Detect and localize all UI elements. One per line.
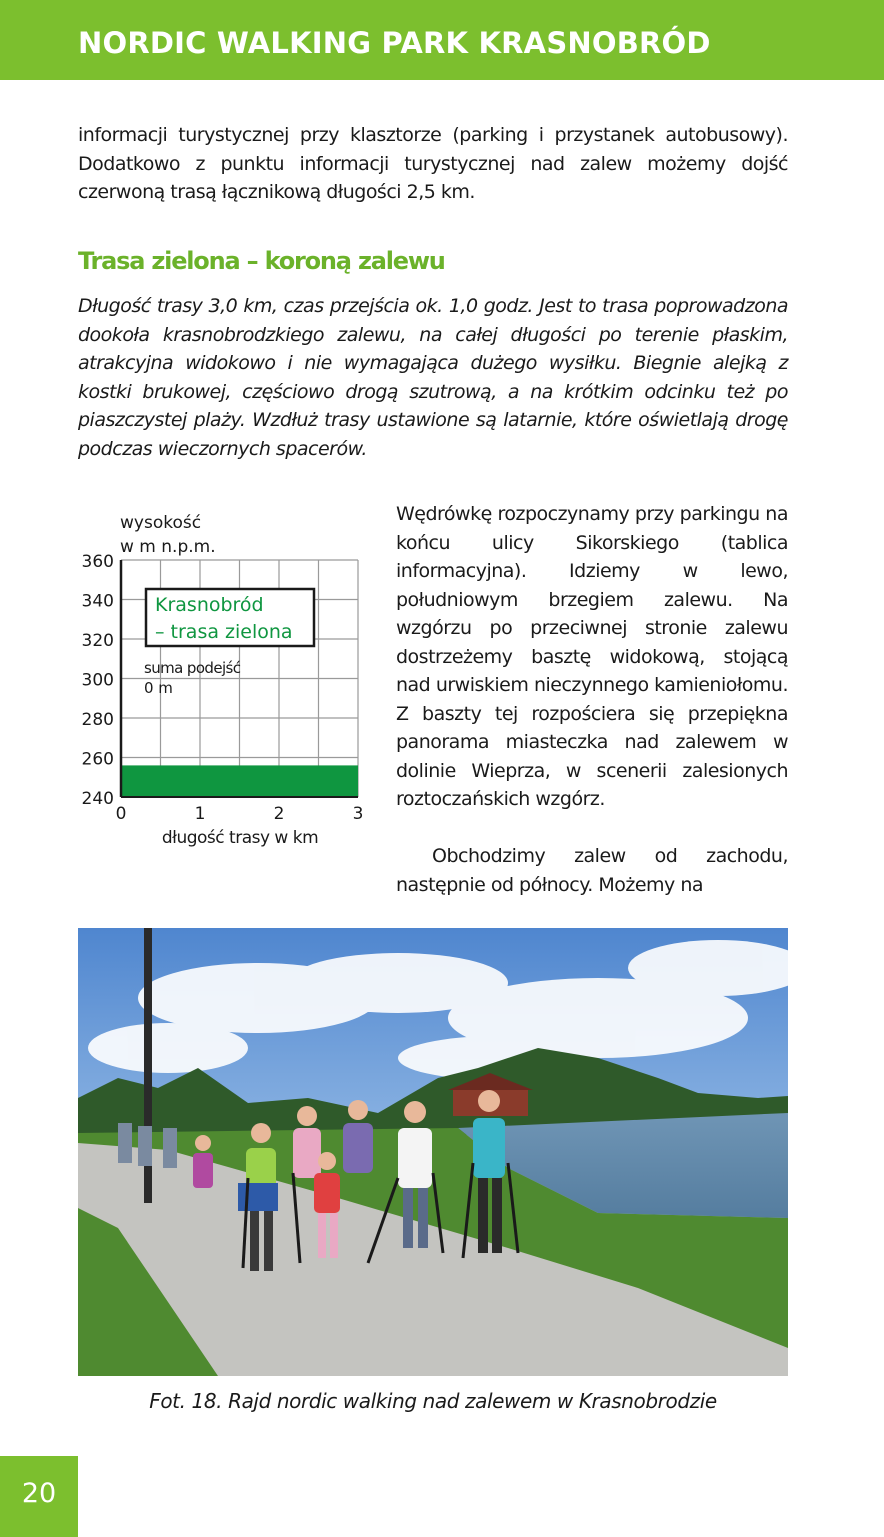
chart-x-tick-label: 2	[273, 804, 285, 824]
chart-sum-value: 0 m	[144, 679, 173, 697]
photo-nordic-walking-rally	[78, 928, 788, 1376]
chart-xlabel: długość trasy w km	[161, 828, 319, 848]
elevation-area	[121, 765, 358, 797]
section-title: Trasa zielona – koroną zalewu	[78, 247, 445, 275]
chart-legend-line2: – trasa zielona	[155, 621, 293, 643]
chart-y-tick-label: 320	[81, 631, 114, 651]
page-number: 20	[21, 1478, 57, 1509]
chart-ylabel-line2: w m n.p.m.	[120, 537, 216, 557]
chart-x-ticks	[116, 804, 364, 824]
photo-caption: Fot. 18. Rajd nordic walking nad zalewem w Krasnobrodzie	[149, 1389, 717, 1413]
chart-y-tick-label: 340	[81, 591, 114, 612]
route-paragraph-2: Obchodzimy zalew od zachodu, następnie od północy. Możemy na	[396, 845, 788, 896]
elevation-chart	[70, 505, 370, 850]
intro-paragraph: informacji turystycznej przy klasztorze (parking i przystanek autobusowy). Dodatkowo z punktu informacji turystycznej nad zalew możemy dojść czerwoną trasą łącznikową długości 2,5 km.	[78, 124, 788, 203]
chart-legend-line1: Krasnobród	[155, 594, 264, 616]
header-bar	[0, 0, 884, 80]
photo-illustration	[78, 928, 788, 1376]
chart-y-tick-label: 240	[81, 789, 114, 809]
route-paragraph-1: Wędrówkę rozpoczynamy przy parkingu na końcu ulicy Sikorskiego (tablica informacyjna). Idziemy w lewo, południowym brzegiem zalewu. Na wzgórzu po przeciwnej stronie zalewu dostrzeżemy basztę widokową, stojącą nad urwiskiem nieczynnego kamieniołomu. Z baszty tej rozpościera się przepiękna panorama miasteczka nad zalewem w dolinie Wieprza, w scenerii zalesionych roztoczańskich wzgórz.	[396, 503, 788, 810]
chart-y-ticks	[82, 552, 114, 809]
chart-y-tick-label: 280	[81, 710, 114, 730]
chart-y-tick-label: 260	[81, 749, 114, 770]
chart-sum-label: suma podejść	[144, 659, 241, 677]
chart-x-tick-label: 0	[115, 804, 127, 824]
chart-y-tick-label: 360	[81, 552, 114, 572]
chart-x-tick-label: 3	[352, 804, 364, 824]
chart-y-tick-label: 300	[81, 670, 114, 691]
page-header-title: NORDIC WALKING PARK KRASNOBRÓD	[78, 26, 711, 60]
chart-ylabel-line1: wysokość	[120, 513, 202, 533]
chart-x-tick-label: 1	[194, 804, 206, 824]
section-lead-paragraph: Długość trasy 3,0 km, czas przejścia ok. 1,0 godz. Jest to trasa poprowadzona dookoła krasnobrodzkiego zalewu, na całej długości po terenie płaskim, atrakcyjna widokowo i nie wymagająca dużego wysiłku. Biegnie alejką z kostki brukowej, częściowo drogą szutrową, a na krótkim odcinku też po piaszczystej plaży. Wzdłuż trasy ustawione są latarnie, które oświetlają drogę podczas wieczornych spacerów.	[78, 295, 788, 460]
